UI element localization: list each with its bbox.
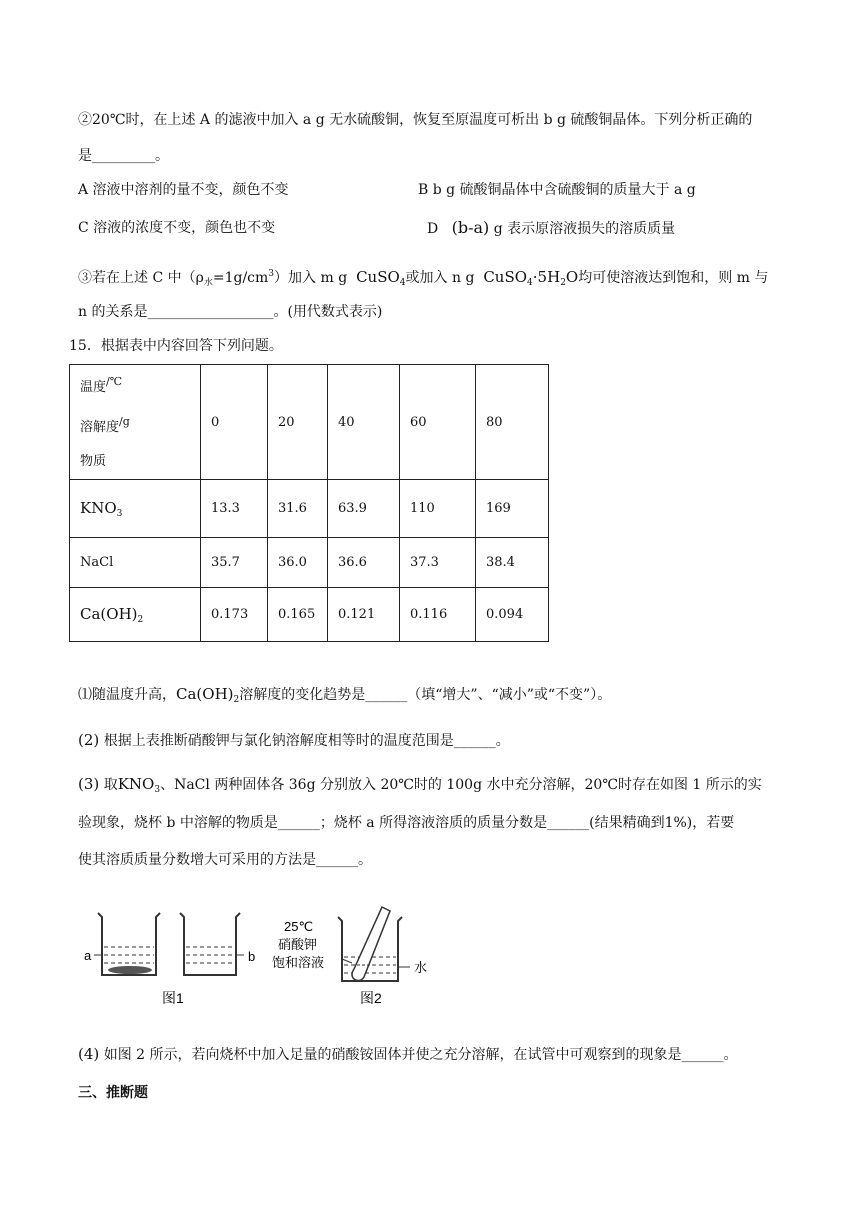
cuso4-5h2o-formula: CuSO (483, 268, 528, 286)
header-solubility-label: 溶解度 (80, 420, 120, 435)
sub2-number: (2) (78, 731, 100, 749)
section-heading: 三、推断题 (78, 1085, 148, 1101)
q3-line1 (78, 264, 768, 293)
table-cell: 13.3 (201, 480, 268, 538)
saturated-label: 饱和溶液 (272, 955, 325, 970)
option-d-expr: (b-a) (451, 218, 490, 237)
q2-option-c: C 溶液的浓度不变，颜色也不变 (78, 220, 276, 236)
substance-name: NaCl (80, 555, 114, 570)
table-cell: 31.6 (268, 480, 328, 538)
table-header-temp: 0 (201, 365, 268, 480)
beaker-2 (338, 907, 402, 981)
table-header-temp: 20 (268, 365, 328, 480)
table-cell: 37.3 (400, 538, 476, 588)
table-cell: 0.116 (400, 588, 476, 642)
q2-option-a: A 溶液中溶剂的量不变，颜色不变 (78, 182, 289, 198)
caoh2-formula: Ca(OH) (176, 685, 234, 703)
table-header-temp: 60 (400, 365, 476, 480)
q15-sub3-line1 (78, 774, 762, 800)
kno3-formula: KNO (117, 775, 155, 793)
substance-subscript: 2 (137, 614, 144, 625)
q3-text-2: =1g/cm (212, 270, 269, 286)
table-header-label (70, 365, 201, 480)
sub1-number: ⑴ (78, 687, 92, 703)
table-cell: 0.121 (328, 588, 400, 642)
q2-line2: 是_________。 (78, 148, 169, 164)
temp-label: 25℃ (284, 919, 314, 934)
table-header-temp: 40 (328, 365, 400, 480)
table-row (70, 588, 549, 642)
header-substance-label: 物质 (80, 454, 107, 469)
option-d-rest: g 表示原溶液损失的溶质质量 (493, 221, 676, 237)
table-cell: 169 (476, 480, 549, 538)
sub4-number: (4) (78, 1045, 100, 1063)
option-d-letter: D (427, 221, 439, 237)
table-cell: 36.0 (268, 538, 328, 588)
sub1-text-a: 随温度升高， (92, 687, 176, 703)
header-solubility-unit: /g (119, 415, 130, 428)
table-header-temp: 80 (476, 365, 549, 480)
substance-name: KNO (80, 498, 117, 517)
beaker-b (180, 913, 240, 975)
cm-superscript: 3 (268, 269, 275, 279)
q15-sub3-line3: 使其溶质质量分数增大可采用的方法是______。 (78, 852, 372, 868)
q3-text-3: ）加入 m g (274, 270, 348, 286)
table-cell: 0.094 (476, 588, 549, 642)
table-cell: 0.173 (201, 588, 268, 642)
q15-sub4 (78, 1044, 738, 1065)
table-cell: 35.7 (201, 538, 268, 588)
test-tube (352, 907, 390, 981)
substance-name: Ca(OH) (80, 604, 138, 623)
table-row-substance (70, 480, 201, 538)
beaker-figure (80, 905, 460, 1015)
kno3-label: 硝酸钾 (278, 937, 318, 952)
table-header-row (70, 365, 549, 480)
table-row-substance (70, 588, 201, 642)
table-cell: 0.165 (268, 588, 328, 642)
sub3-text-b: 、NaCl 两种固体各 36g 分别放入 20℃时的 100g 水中充分溶解，20℃时存在如图 1 所示的实 (160, 777, 762, 793)
sub3-number: (3) (78, 775, 100, 793)
q2-option-d (427, 218, 675, 239)
q3-text-5: 均可使溶液达到饱和，则 m 与 (578, 270, 769, 286)
q2-line1: ②20℃时，在上述 A 的滤液中加入 a g 无水硫酸铜，恢复至原温度可析出 b g 硫酸铜晶体。下列分析正确的 (78, 112, 753, 128)
q15-sub3-line2: 验现象，烧杯 b 中溶解的物质是______；烧杯 a 所得溶液溶质的质量分数是______(结果精确到1%)，若要 (78, 815, 735, 831)
table-cell: 63.9 (328, 480, 400, 538)
table-row (70, 538, 549, 588)
table-cell: 110 (400, 480, 476, 538)
label-b: b (248, 949, 256, 964)
q2-option-b: B b g 硫酸铜晶体中含硫酸铜的质量大于 a g (418, 182, 696, 198)
q3-line2: n 的关系是__________________。(用代数式表示) (78, 304, 383, 320)
fig1-caption: 图1 (162, 990, 184, 1006)
caoh2-subscript: 2 (233, 695, 240, 705)
sub3-text-a: 取 (103, 777, 118, 793)
q3-text-4: 或加入 n g (405, 270, 475, 286)
solubility-table (69, 364, 549, 642)
rho-subscript: 水 (203, 278, 213, 288)
table-row (70, 480, 549, 538)
sub1-text-b: 溶解度的变化趋势是______（填“增大”、“减小”或“不变”）。 (239, 687, 612, 703)
q3-text-1: ③若在上述 C 中（ρ (78, 270, 204, 286)
undissolved-solid (108, 966, 152, 974)
beaker-a (98, 913, 160, 975)
fig2-caption: 图2 (360, 990, 382, 1006)
table-cell: 38.4 (476, 538, 549, 588)
q15-title: 15．根据表中内容回答下列问题。 (69, 338, 283, 354)
cuso4-5h2o-sub4: 4 (527, 278, 533, 288)
hydrate-sub2: 2 (560, 278, 566, 288)
table-cell: 36.6 (328, 538, 400, 588)
cuso4-formula: CuSO (356, 268, 400, 286)
kno3-subscript: 3 (154, 785, 161, 795)
cuso4-subscript: 4 (399, 278, 406, 288)
sub4-text: 如图 2 所示，若向烧杯中加入足量的硝酸铵固体并使之充分溶解，在试管中可观察到的现象是______。 (103, 1047, 738, 1063)
hydrate-o: O (565, 268, 579, 286)
hydrate-dot: ·5H (532, 268, 561, 286)
sub2-text: 根据上表推断硝酸钾与氯化钠溶解度相等时的温度范围是______。 (103, 733, 510, 749)
q15-sub2 (78, 730, 510, 751)
table-row-substance (70, 538, 201, 588)
substance-subscript: 3 (116, 508, 123, 519)
header-temp-unit: /℃ (106, 375, 123, 388)
q15-sub1 (78, 684, 611, 710)
header-temp-label: 温度 (80, 380, 107, 395)
water-label: 水 (414, 960, 428, 975)
label-a: a (84, 948, 92, 963)
